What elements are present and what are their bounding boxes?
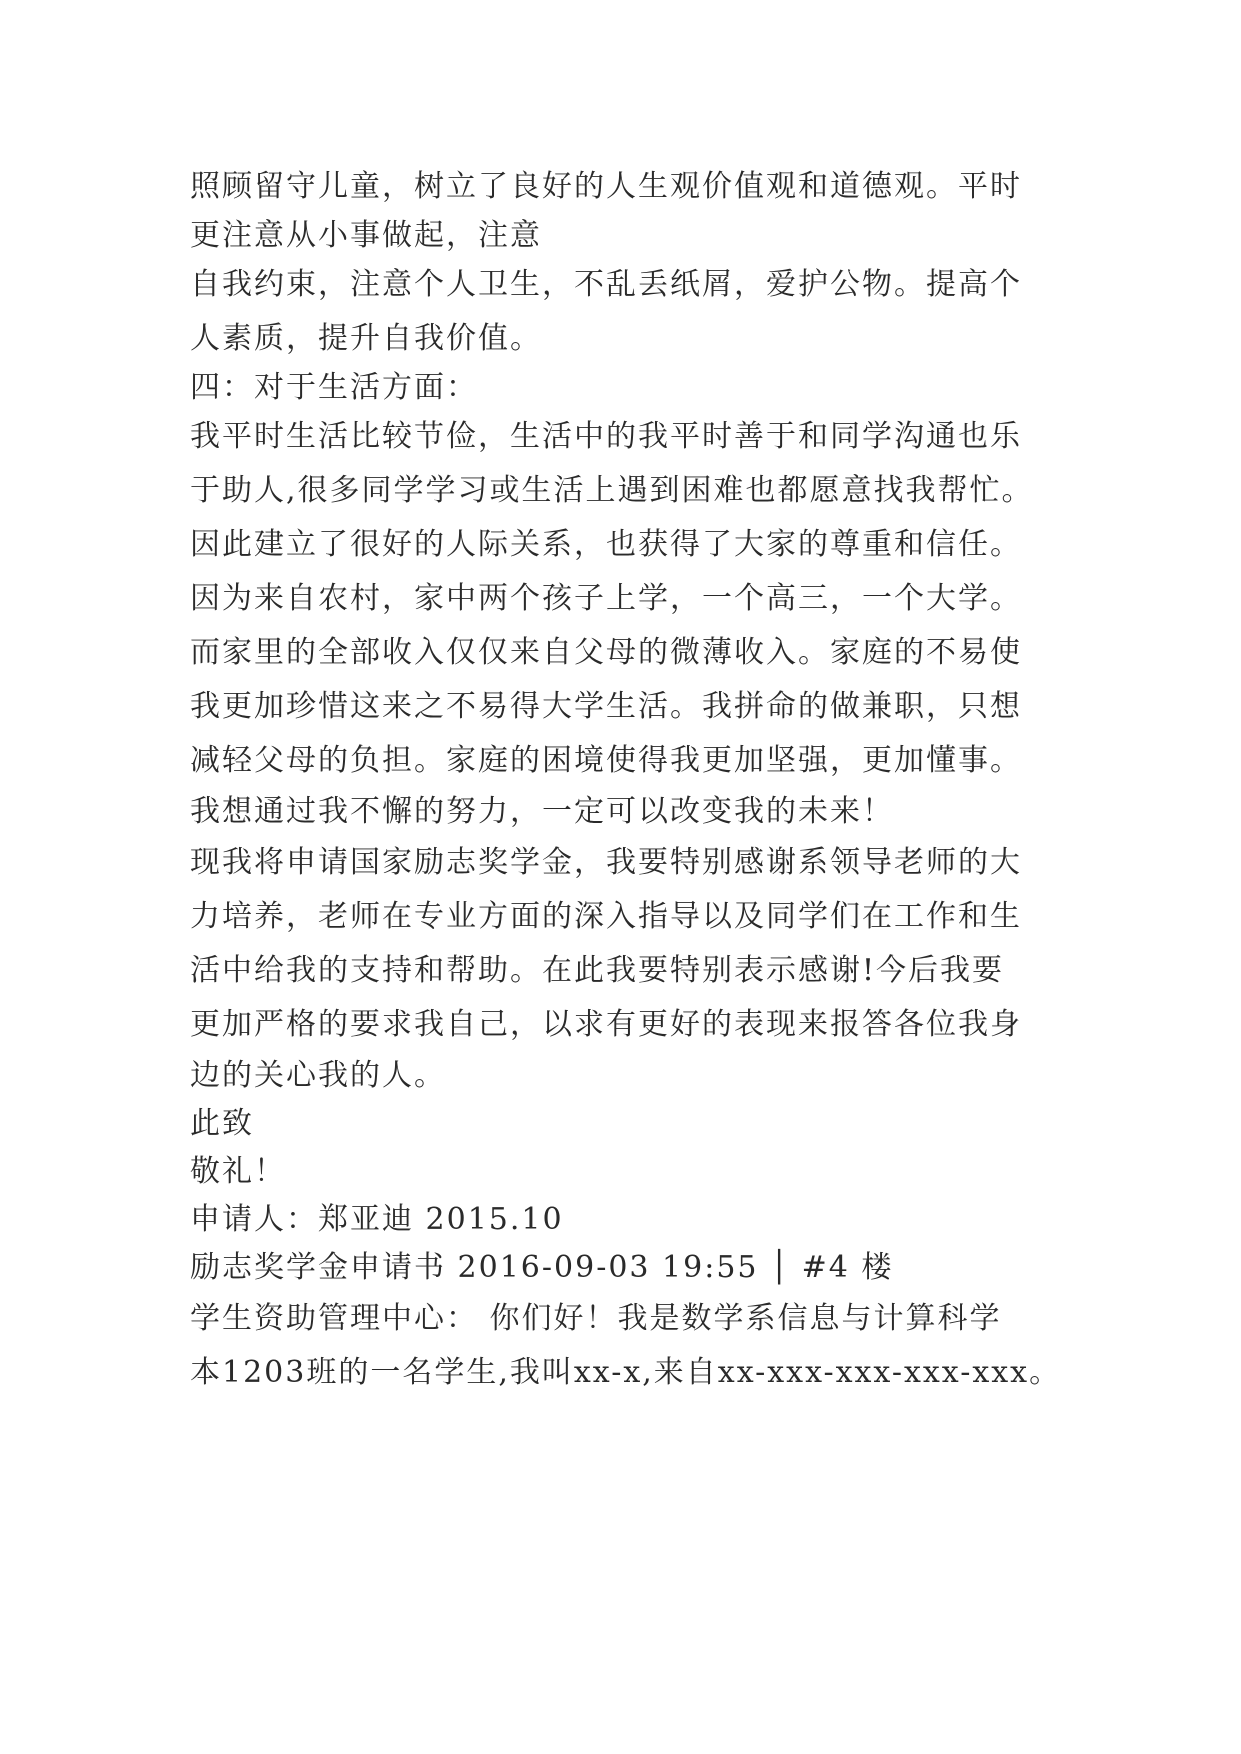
paragraph-line: 照顾留守儿童，树立了良好的人生观价值观和道德观。平时 [190,169,1022,204]
paragraph-line: 我平时生活比较节俭，生活中的我平时善于和同学沟通也乐 [190,419,1022,454]
signature-line: 申请人：郑亚迪 2015.10 [190,1202,564,1237]
paragraph-line: 活中给我的支持和帮助。在此我要特别表示感谢!今后我要 [190,953,1005,988]
paragraph-line: 本1203班的一名学生,我叫xx-x,来自xx-xxx-xxx-xxx-xxx。 [190,1355,1062,1390]
paragraph-line: 人素质，提升自我价值。 [190,321,542,356]
paragraph-line: 现我将申请国家励志奖学金，我要特别感谢系领导老师的大 [190,845,1022,880]
paragraph-line: 我更加珍惜这来之不易得大学生活。我拼命的做兼职，只想 [190,689,1022,724]
paragraph-line: 力培养，老师在专业方面的深入指导以及同学们在工作和生 [190,899,1022,934]
paragraph-line: 减轻父母的负担。家庭的困境使得我更加坚强，更加懂事。 [190,743,1022,778]
paragraph-line: 边的关心我的人。 [190,1058,446,1093]
paragraph-line: 学生资助管理中心： 你们好！我是数学系信息与计算科学 [190,1301,1002,1336]
paragraph-line: 更注意从小事做起，注意 [190,218,542,253]
document-body [190,160,1070,1400]
paragraph-line: 因为来自农村，家中两个孩子上学，一个高三，一个大学。 [190,581,1022,616]
section-heading: 四：对于生活方面： [190,370,478,405]
post-header-line: 励志奖学金申请书 2016-09-03 19:55 │ #4 楼 [190,1250,894,1285]
paragraph-line: 而家里的全部收入仅仅来自父母的微薄收入。家庭的不易使 [190,635,1022,670]
closing-line: 此致 [190,1106,254,1141]
paragraph-line: 自我约束，注意个人卫生，不乱丢纸屑，爱护公物。提高个 [190,267,1022,302]
paragraph-line: 更加严格的要求我自己，以求有更好的表现来报答各位我身 [190,1007,1022,1042]
salutation-line: 敬礼！ [190,1154,286,1189]
paragraph-line: 于助人,很多同学学习或生活上遇到困难也都愿意找我帮忙。 [190,473,1034,508]
paragraph-line: 我想通过我不懈的努力，一定可以改变我的未来！ [190,794,894,829]
paragraph-line: 因此建立了很好的人际关系，也获得了大家的尊重和信任。 [190,527,1022,562]
